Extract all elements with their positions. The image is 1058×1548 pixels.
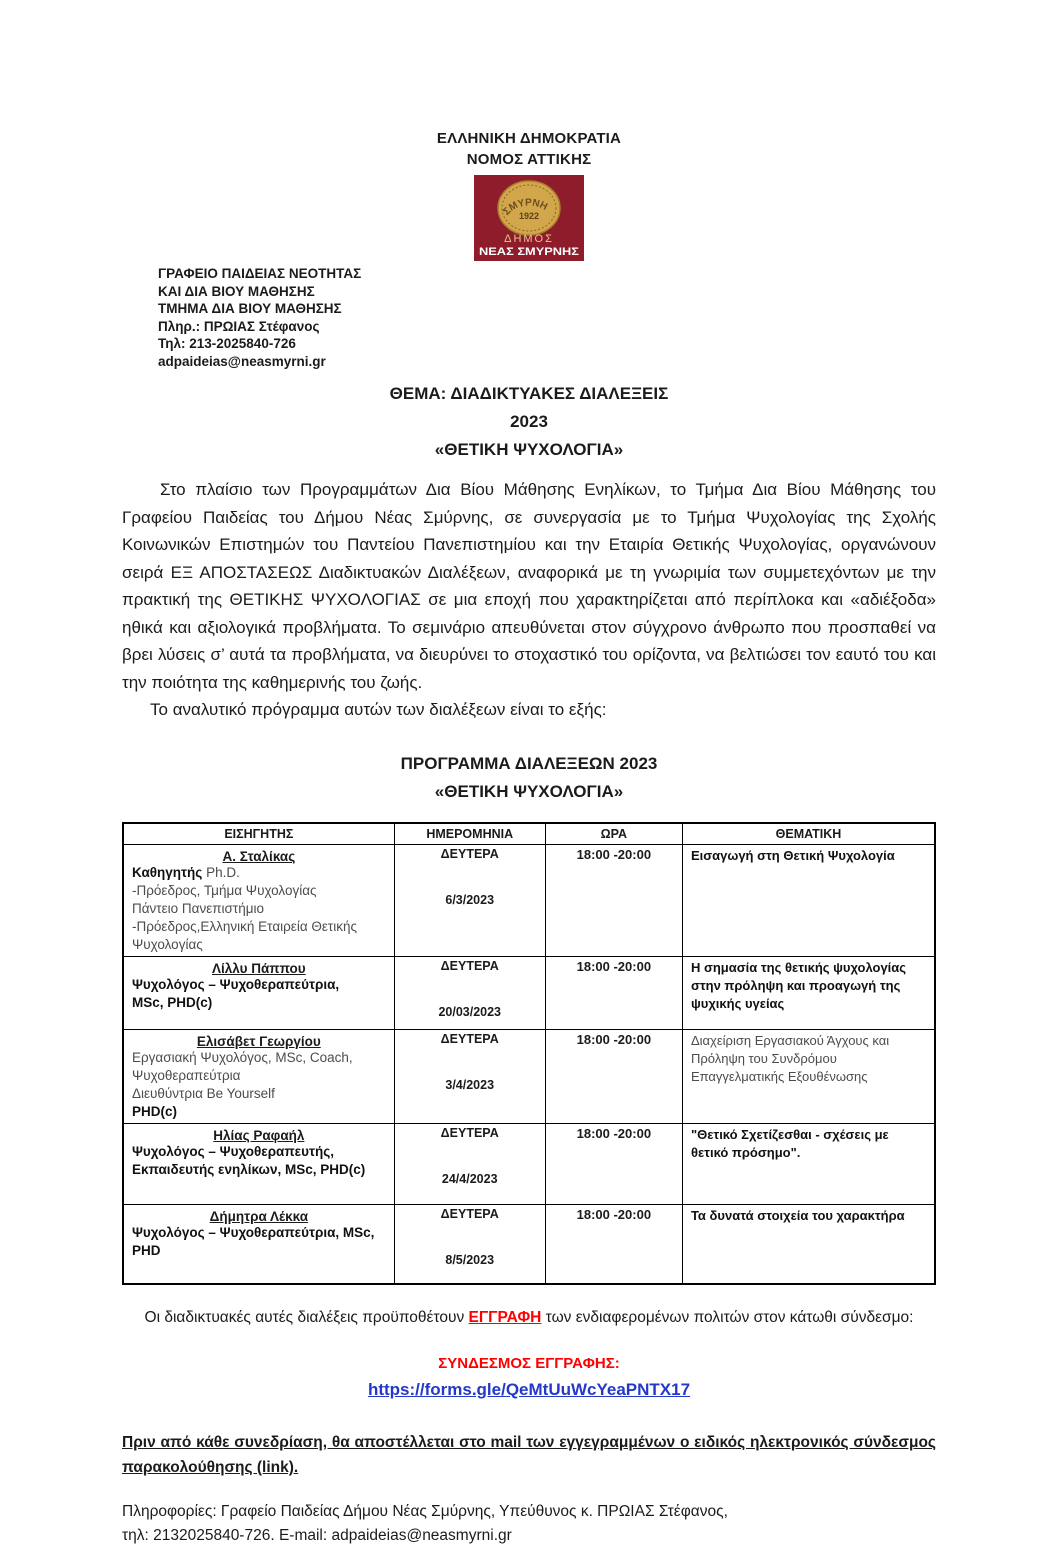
theme-cell: Διαχείριση Εργασιακού Άγχους και Πρόληψη του Συνδρόμου Επαγγελματικής Εξουθένωσης [682,1029,935,1123]
lecture-date: 20/03/2023 [438,1004,501,1019]
table-row [123,1029,935,1123]
contact-info [122,1500,936,1548]
lecture-day: ΔΕΥΤΕΡΑ [440,1125,499,1140]
sender-email: adpaideias@neasmyrni.gr [158,353,326,369]
lecture-schedule-table [122,822,936,1285]
speaker-cell: Α. Σταλίκας Καθηγητής Ph.D. -Πρόεδρος, Τμήμα Ψυχολογίας Πάντειο Πανεπιστήμιο -Πρόεδρος,Ελληνική Εταιρεία Θετικής Ψυχολογίας [123,844,394,956]
subject-year: 2023 [510,412,548,431]
subject-heading [122,380,936,464]
republic-title: ΕΛΛΗΝΙΚΗ ΔΗΜΟΚΡΑΤΙΑ [436,130,622,147]
registration-link-label: ΣΥΝΔΕΣΜΟΣ ΕΓΓΡΑΦΗΣ: [438,1354,620,1372]
table-row [123,956,935,1029]
lecture-day: ΔΕΥΤΕΡΑ [440,958,499,973]
intro-paragraph: Στο πλαίσιο των Προγραμμάτων Δια Βίου Μάθησης Ενηλίκων, το Τμήμα Δια Βίου Μάθησης του Γραφείου Παιδείας του Δήμου Νέας Σμύρνης, σε συνεργασία με το Τμήμα Ψυχολογίας της Σχολής Κοινωνικών Επιστημών του Παντείου Πανεπιστημίου και την Εταιρία Θετικής Ψυχολογίας, οργανώνουν σειρά ΕΞ ΑΠΟΣΤΑΣΕΩΣ Διαδικτυακών Διαλέξεων, αναφορικά με τη γνωριμία των συμμετεχόντων με την πρακτική της ΘΕΤΙΚΗΣ ΨΥΧΟΛΟΓΙΑΣ σε μια εποχή που χαρακτηρίζεται από περίπλοκα και «αδιέξοδα» ηθικά και αξιολογικά προβλήματα. Το σεμινάριο απευθύνεται στον σύγχρονο άνθρωπο που προσπαθεί να βρει λύσεις σ’ αυτά τα προβλήματα, να διευρύνει το στοχαστικό του ορίζοντα, να βελτιώσει τον εαυτό του και την ποιότητα της καθημερινής του ζωής. [122,480,936,692]
speaker-cell: Δήμητρα Λέκκα Ψυχολόγος – Ψυχοθεραπεύτρια, MSc, PHD [123,1204,394,1284]
time-cell: 18:00 -20:00 [545,844,682,956]
program-heading [122,750,936,806]
lecture-day: ΔΕΥΤΕΡΑ [440,846,499,861]
table-header-row [123,823,935,845]
subject-line1: ΘΕΜΑ: ΔΙΑΔΙΚΤΥΑΚΕΣ ΔΙΑΛΕΞΕΙΣ [389,384,669,403]
date-cell [394,1029,545,1123]
column-header-time: ΩΡΑ [545,823,682,845]
registration-highlight: ΕΓΓΡΑΦΗ [468,1308,542,1326]
subject-topic: «ΘΕΤΙΚΗ ΨΥΧΟΛΟΓΙΑ» [434,440,624,459]
column-header-theme: ΘΕΜΑΤΙΚΗ [682,823,935,845]
sender-phone: Τηλ: 213-2025840-726 [158,336,296,351]
lecture-day: ΔΕΥΤΕΡΑ [440,1206,499,1221]
theme-cell: Τα δυνατά στοιχεία του χαρακτήρα [682,1204,935,1284]
column-header-date: ΗΜΕΡΟΜΗΝΙΑ [394,823,545,845]
program-subtitle: «ΘΕΤΙΚΗ ΨΥΧΟΛΟΓΙΑ» [434,781,624,801]
time-cell: 18:00 -20:00 [545,956,682,1029]
pre-session-notice: Πριν από κάθε συνεδρίαση, θα αποστέλλεται στο mail των εγγεγραμμένων ο ειδικός ηλεκτρονικός σύνδεσμος παρακολούθησης (link). [122,1433,936,1476]
theme-cell: Η σημασία της θετικής ψυχολογίας στην πρόληψη και προαγωγή της ψυχικής υγείας [682,956,935,1029]
coin-city-text: ΣΜΥΡΝΗ [501,197,550,218]
time-cell: 18:00 -20:00 [545,1123,682,1204]
speaker-cell: Ηλίας Ραφαήλ Ψυχολόγος – Ψυχοθεραπευτής, Εκπαιδευτής ενηλίκων, MSc, PHD(c) [123,1123,394,1204]
registration-link[interactable]: https://forms.gle/QeMtUuWcYeaPNTX17 [367,1379,691,1399]
sender-office-line1: ΓΡΑΦΕΙΟ ΠΑΙΔΕΙΑΣ ΝΕΟΤΗΤΑΣ [158,266,362,281]
sender-contact-person: Πληρ.: ΠΡΩΙΑΣ Στέφανος [158,318,320,334]
speaker-name: Ηλίας Ραφαήλ [213,1127,305,1143]
speaker-name: Λίλλυ Πάππου [212,960,306,976]
prefecture-title: ΝΟΜΟΣ ΑΤΤΙΚΗΣ [466,151,592,168]
intro-closing-line: Το αναλυτικό πρόγραμμα αυτών των διαλέξεων είναι το εξής: [150,700,607,719]
sender-office-line2: ΚΑΙ ΔΙΑ ΒΙΟΥ ΜΑΘΗΣΗΣ [158,283,315,299]
lecture-day: ΔΕΥΤΕΡΑ [440,1031,499,1046]
registration-sentence: Οι διαδικτυακές αυτές διαλέξεις προϋποθέτουν ΕΓΓΡΑΦΗ των ενδιαφερομένων πολιτών στον κάτωθι σύνδεσμο: [144,1308,914,1326]
speaker-cell: Λίλλυ Πάππου Ψυχολόγος – Ψυχοθεραπεύτρια, MSc, PHD(c) [123,956,394,1029]
sender-block [122,265,936,370]
lecture-date: 24/4/2023 [441,1171,498,1186]
coin-year-text: 1922 [518,211,540,221]
intro-section [122,476,936,724]
government-header [122,128,936,170]
speaker-cell: Ελισάβετ Γεωργίου Εργασιακή Ψυχολόγος, MSc, Coach, Ψυχοθεραπεύτρια Διευθύντρια Be Yourself PHD(c) [123,1029,394,1123]
contact-info-line2: τηλ: 2132025840-726. E-mail: adpaideias@neasmyrni.gr [122,1526,512,1544]
sender-department: ΤΜΗΜΑ ΔΙΑ ΒΙΟΥ ΜΑΘΗΣΗΣ [158,301,342,316]
date-cell [394,844,545,956]
table-row [123,1123,935,1204]
speaker-name: Ελισάβετ Γεωργίου [196,1033,321,1049]
time-cell: 18:00 -20:00 [545,1204,682,1284]
speaker-name: Δήμητρα Λέκκα [209,1208,309,1224]
speaker-name: Α. Σταλίκας [222,848,296,864]
table-row [123,844,935,956]
contact-info-line1: Πληροφορίες: Γραφείο Παιδείας Δήμου Νέας Σμύρνης, Υπεύθυνος κ. ΠΡΩΙΑΣ Στέφανος, [122,1502,728,1520]
municipality-logo-image [474,175,584,261]
time-cell: 18:00 -20:00 [545,1029,682,1123]
date-cell [394,956,545,1029]
lecture-date: 8/5/2023 [445,1252,495,1267]
lecture-date: 3/4/2023 [445,1077,495,1092]
logo-dimos-label: ΔΗΜΟΣ [504,233,554,245]
theme-cell: Εισαγωγή στη Θετική Ψυχολογία [682,844,935,956]
theme-cell: "Θετικό Σχετίζεσθαι - σχέσεις με θετικό πρόσημο". [682,1123,935,1204]
logo-municipality-name: ΝΕΑΣ ΣΜΥΡΝΗΣ [479,246,580,258]
municipality-logo [474,175,584,261]
column-header-speaker: ΕΙΣΗΓΗΤΗΣ [123,823,394,845]
table-row [123,1204,935,1284]
speaker-credential: Καθηγητής [132,864,203,880]
lecture-date: 6/3/2023 [445,892,495,907]
program-title: ΠΡΟΓΡΑΜΜΑ ΔΙΑΛΕΞΕΩΝ 2023 [400,753,658,773]
date-cell [394,1123,545,1204]
date-cell [394,1204,545,1284]
